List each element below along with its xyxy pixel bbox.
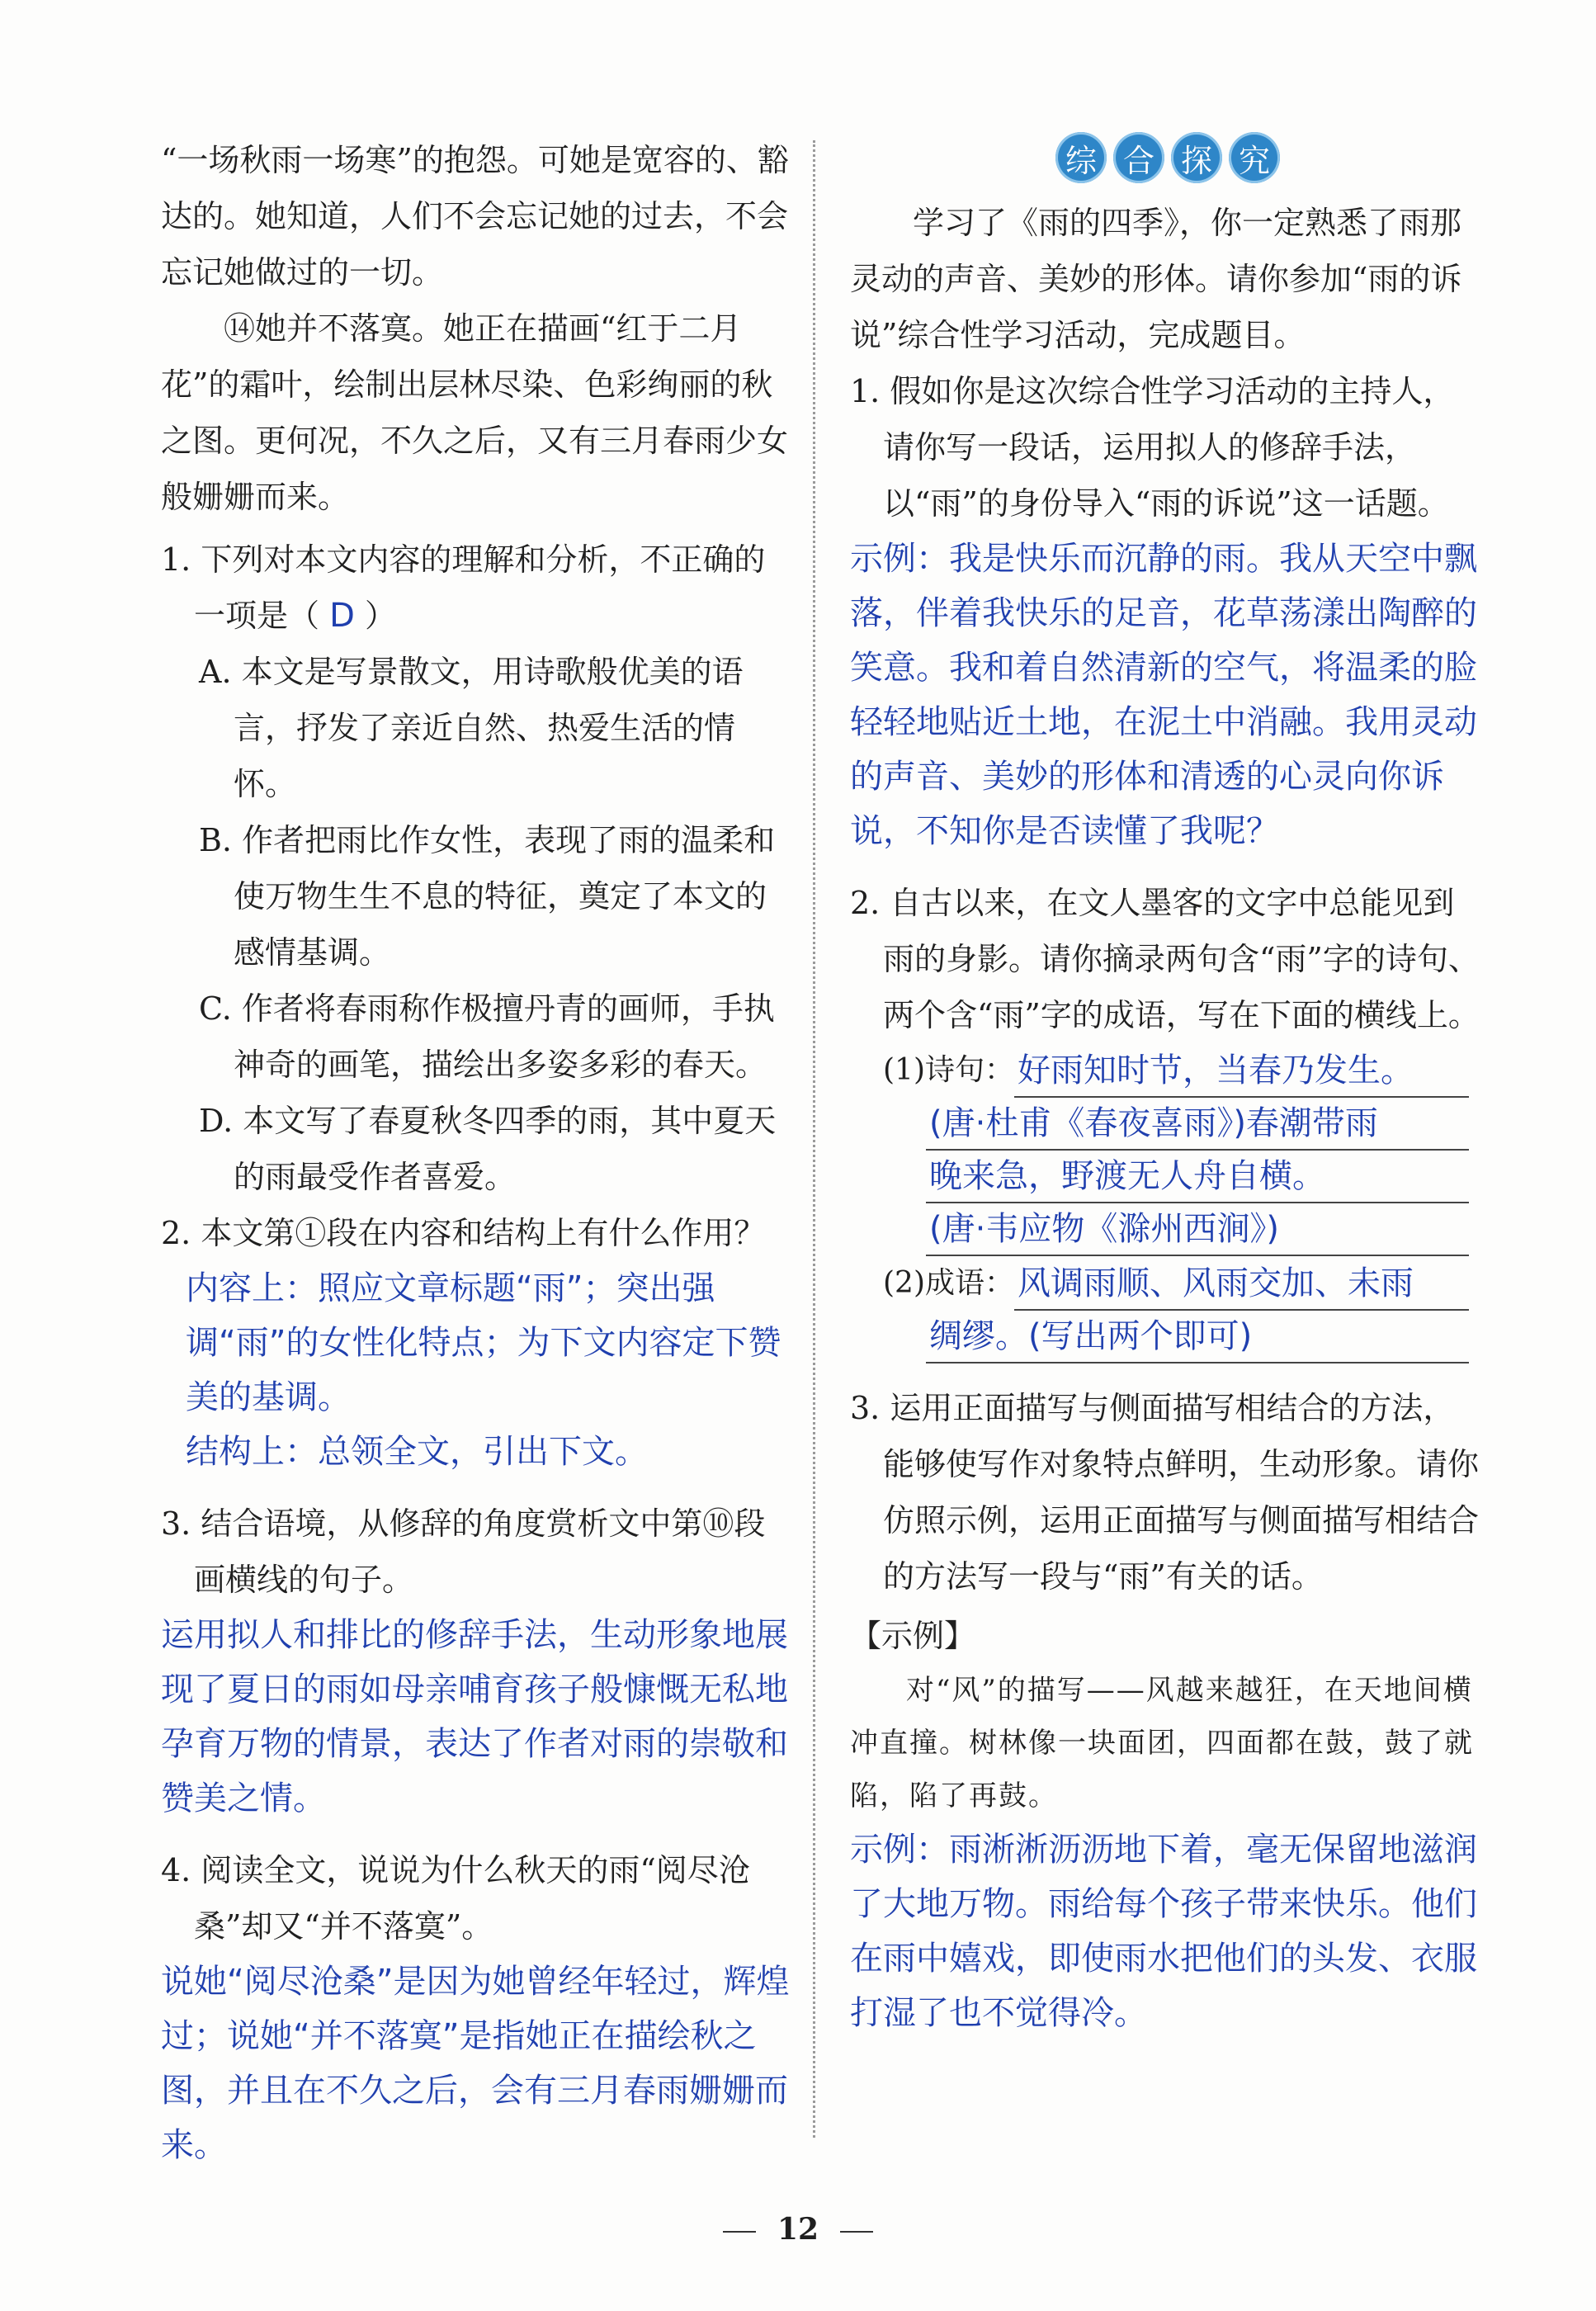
idiom-answer-line: 风调雨顺、风雨交加、未雨 (1014, 1258, 1469, 1311)
question-2-prompt: 2. 本文第①段在内容和结构上有什么作用？ (161, 1215, 766, 1251)
section-title-char: 探 (1171, 132, 1222, 183)
poem-line-row (850, 1203, 1485, 1256)
poem-line-row (850, 1151, 1485, 1203)
poem-line-row (850, 1043, 1485, 1098)
poem-answer-line: 好雨知时节，当春乃发生。 (1014, 1045, 1469, 1098)
right-column (850, 132, 1485, 2040)
page-number: 12 (777, 2212, 819, 2247)
question-4 (161, 1842, 796, 2172)
idiom-line-row (850, 1311, 1485, 1363)
question-1-prompt: 1. 下列对本文内容的理解和分析，不正确的一项是（ D ） (161, 541, 766, 635)
poem-answer-line: (唐·韦应物《滁州西涧》) (926, 1203, 1469, 1256)
question-2 (161, 1205, 796, 1479)
option-a: A. 本文是写景散文，用诗歌般优美的语言，抒发了亲近自然、热爱生活的情怀。 (199, 654, 744, 802)
inquiry-question-1 (850, 363, 1485, 858)
example-label: 【示例】 (850, 1618, 976, 1654)
inquiry-question-3 (850, 1380, 1485, 2040)
footer-dash (723, 2231, 756, 2233)
question-3 (161, 1496, 796, 1826)
question-3-answer: 运用拟人和排比的修辞手法，生动形象地展现了夏日的雨如母亲哺育孩子般慷慨无私地孕育万物的情景，表达了作者对雨的崇敬和赞美之情。 (161, 1616, 788, 1817)
idiom-answer-line: 绸缪。(写出两个即可) (926, 1311, 1469, 1363)
question-4-prompt: 4. 阅读全文，说说为什么秋天的雨“阅尽沧桑”却又“并不落寞”。 (161, 1852, 750, 1945)
question-3-prompt: 3. 结合语境，从修辞的角度赏析文中第⑩段画横线的句子。 (161, 1505, 766, 1598)
option-b: B. 作者把雨比作女性，表现了雨的温柔和使万物生生不息的特征，奠定了本文的感情基调。 (199, 822, 776, 971)
poem-label: (1)诗句： (883, 1053, 1014, 1087)
question-2-answer-structure: 结构上：总领全文，引出下文。 (186, 1433, 648, 1471)
option-c: C. 作者将春雨称作极擅丹青的画师，手执神奇的画笔，描绘出多姿多彩的春天。 (199, 990, 775, 1083)
idiom-label: (2)成语： (883, 1266, 1014, 1300)
passage-paragraph-14: ⑭她并不落寞。她正在描画“红于二月花”的霜叶，绘制出层林尽染、色彩绚丽的秋之图。更何况，不久之后，又有三月春雨少女般姗姗而来。 (161, 310, 789, 515)
section-intro: 学习了《雨的四季》，你一定熟悉了雨那灵动的声音、美妙的形体。请你参加“雨的诉说”综合性学习活动，完成题目。 (850, 205, 1462, 353)
passage-paragraph-13: “一场秋雨一场寒”的抱怨。可她是宽容的、豁达的。她知道，人们不会忘记她的过去，不会忘记她做过的一切。 (161, 142, 789, 291)
footer-dash (840, 2231, 873, 2233)
left-column (161, 132, 796, 2172)
inquiry-question-1-prompt: 1. 假如你是这次综合性学习活动的主持人，请你写一段话，运用拟人的修辞手法，以“雨”的身份导入“雨的诉说”这一话题。 (850, 373, 1455, 522)
question-1-answer: D (329, 597, 355, 635)
example-text: 对“风”的描写——风越来越狂，在天地间横冲直撞。树林像一块面团，四面都在鼓，鼓了就陷，陷了再鼓。 (850, 1674, 1474, 1812)
inquiry-question-1-answer: 示例：我是快乐而沉静的雨。我从天空中飘落，伴着我快乐的足音，花草荡漾出陶醉的笑意。我和着自然清新的空气，将温柔的脸轻轻地贴近土地，在泥土中消融。我用灵动的声音、美妙的形体和清透的心灵向你诉说，不知你是否读懂了我呢？ (850, 540, 1477, 850)
section-title-char: 合 (1113, 132, 1164, 183)
section-title-char: 综 (1055, 132, 1107, 183)
inquiry-question-3-answer: 示例：雨淅淅沥沥地下着，毫无保留地滋润了大地万物。雨给每个孩子带来快乐。他们在雨中嬉戏，即使雨水把他们的头发、衣服打湿了也不觉得冷。 (850, 1831, 1477, 2032)
page-footer (0, 2212, 1596, 2247)
option-d: D. 本文写了春夏秋冬四季的雨，其中夏天的雨最受作者喜爱。 (199, 1103, 777, 1195)
section-title (850, 132, 1485, 183)
inquiry-question-2-prompt: 2. 自古以来，在文人墨客的文字中总能见到雨的身影。请你摘录两句含“雨”字的诗句、两个含“雨”字的成语，写在下面的横线上。 (850, 885, 1480, 1033)
question-2-answer-content: 内容上：照应文章标题“雨”；突出强调“雨”的女性化特点；为下文内容定下赞美的基调。 (186, 1269, 781, 1416)
column-divider (813, 140, 815, 2138)
section-title-char: 究 (1229, 132, 1280, 183)
idiom-line-row (850, 1256, 1485, 1311)
question-1 (161, 532, 796, 1205)
poem-answer-line: 晚来急，野渡无人舟自横。 (926, 1151, 1469, 1203)
question-4-answer: 说她“阅尽沧桑”是因为她曾经年轻过，辉煌过；说她“并不落寞”是指她正在描绘秋之图，并且在不久之后，会有三月春雨姗姗而来。 (161, 1963, 790, 2164)
inquiry-question-3-prompt: 3. 运用正面描写与侧面描写相结合的方法，能够使写作对象特点鲜明，生动形象。请你仿照示例，运用正面描写与侧面描写相结合的方法写一段与“雨”有关的话。 (850, 1390, 1480, 1595)
inquiry-question-2 (850, 875, 1485, 1363)
poem-answer-line: (唐·杜甫《春夜喜雨》)春潮带雨 (926, 1098, 1469, 1151)
poem-line-row (850, 1098, 1485, 1151)
